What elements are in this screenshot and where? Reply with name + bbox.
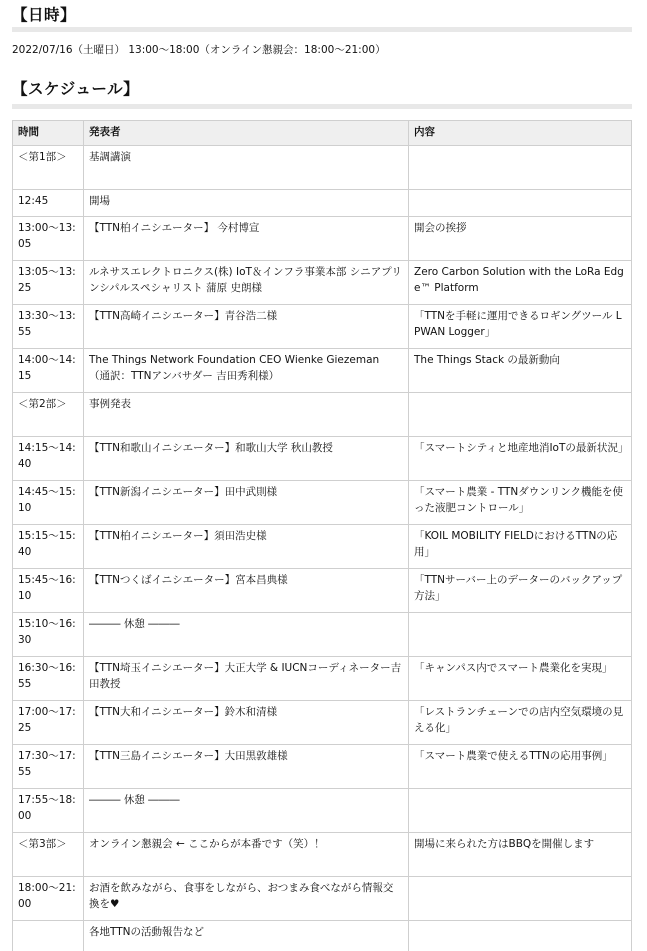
cell-time: ＜第1部＞: [13, 146, 84, 190]
cell-speaker: 【TTN柏イニシエーター】須田浩史様: [84, 525, 409, 569]
cell-speaker: 【TTN和歌山イニシエーター】和歌山大学 秋山教授: [84, 437, 409, 481]
schedule-heading: 【スケジュール】: [12, 80, 140, 98]
cell-time: 16:30～16:55: [13, 657, 84, 701]
cell-time: 13:05～13:25: [13, 261, 84, 305]
cell-speaker: ――― 休憩 ―――: [84, 613, 409, 657]
cell-time: 13:00～13:05: [13, 217, 84, 261]
column-header-time: 時間: [13, 121, 84, 146]
cell-content: [409, 613, 632, 657]
cell-time: 13:30～13:55: [13, 305, 84, 349]
cell-speaker: 【TTN三島イニシエーター】大田黒敦雄様: [84, 745, 409, 789]
cell-time: 17:00～17:25: [13, 701, 84, 745]
table-row: [13, 745, 632, 789]
cell-content: 「スマートシティと地産地消IoTの最新状況」: [409, 437, 632, 481]
cell-content: [409, 393, 632, 437]
cell-speaker: 【TTN埼玉イニシエーター】大正大学 & IUCNコーディネーター吉田教授: [84, 657, 409, 701]
cell-content: 開場に来られた方はBBQを開催します: [409, 833, 632, 877]
cell-speaker: ――― 休憩 ―――: [84, 789, 409, 833]
cell-content: [409, 877, 632, 921]
cell-content: [409, 146, 632, 190]
cell-time: [13, 921, 84, 951]
cell-speaker: 【TTNつくばイニシエーター】宮本昌典様: [84, 569, 409, 613]
table-row: [13, 437, 632, 481]
table-row: [13, 569, 632, 613]
cell-content: The Things Stack の最新動向: [409, 349, 632, 393]
cell-content: 「KOIL MOBILITY FIELDにおけるTTNの応用」: [409, 525, 632, 569]
cell-speaker: お酒を飲みながら、食事をしながら、おつまみ食べながら情報交換を♥: [84, 877, 409, 921]
column-header-speaker: 発表者: [84, 121, 409, 146]
cell-speaker: 各地TTNの活動報告など: [84, 921, 409, 951]
cell-content: 「スマート農業 - TTNダウンリンク機能を使った液肥コントロール」: [409, 481, 632, 525]
table-row: [13, 261, 632, 305]
cell-speaker: 開場: [84, 190, 409, 217]
divider: [12, 27, 632, 32]
cell-speaker: 基調講演: [84, 146, 409, 190]
cell-content: 「キャンパス内でスマート農業化を実現」: [409, 657, 632, 701]
cell-content: 「レストランチェーンでの店内空気環境の見える化」: [409, 701, 632, 745]
cell-speaker: 【TTN大和イニシエーター】鈴木和清様: [84, 701, 409, 745]
cell-time: 12:45: [13, 190, 84, 217]
table-row: [13, 305, 632, 349]
cell-time: 14:15～14:40: [13, 437, 84, 481]
cell-speaker: 事例発表: [84, 393, 409, 437]
cell-speaker: The Things Network Foundation CEO Wienke Giezeman （通訳：TTNアンバサダー 吉田秀利様）: [84, 349, 409, 393]
cell-time: 17:30～17:55: [13, 745, 84, 789]
table-row: [13, 613, 632, 657]
cell-content: 「スマート農業で使えるTTNの応用事例」: [409, 745, 632, 789]
cell-time: 17:55～18:00: [13, 789, 84, 833]
table-row: [13, 190, 632, 217]
divider: [12, 104, 632, 109]
table-row: [13, 146, 632, 190]
cell-content: 「TTNを手軽に運用できるロギングツール LPWAN Logger」: [409, 305, 632, 349]
cell-content: [409, 789, 632, 833]
cell-time: 14:00～14:15: [13, 349, 84, 393]
cell-time: 15:10～16:30: [13, 613, 84, 657]
table-row: [13, 217, 632, 261]
cell-speaker: 【TTN新潟イニシエーター】田中武則様: [84, 481, 409, 525]
table-row: [13, 525, 632, 569]
cell-time: ＜第3部＞: [13, 833, 84, 877]
table-row: [13, 833, 632, 877]
cell-speaker: オンライン懇親会 ← ここからが本番です（笑）！: [84, 833, 409, 877]
cell-speaker: 【TTN高崎イニシエーター】青谷浩二様: [84, 305, 409, 349]
table-row: [13, 481, 632, 525]
cell-time: 18:00～21:00: [13, 877, 84, 921]
cell-speaker: ルネサスエレクトロニクス(株) IoT＆インフラ事業本部 シニアプリンシパルスペシャリスト 蒲原 史朗様: [84, 261, 409, 305]
table-row: [13, 921, 632, 951]
cell-speaker: 【TTN柏イニシエーター】 今村博宣: [84, 217, 409, 261]
cell-content: [409, 921, 632, 951]
table-row: [13, 877, 632, 921]
schedule-table: [12, 120, 632, 951]
datetime-heading: 【日時】: [12, 6, 77, 24]
cell-content: [409, 190, 632, 217]
cell-time: 15:45～16:10: [13, 569, 84, 613]
table-row: [13, 789, 632, 833]
cell-time: 14:45～15:10: [13, 481, 84, 525]
table-row: [13, 657, 632, 701]
cell-content: 「TTNサーバー上のデーターのバックアップ方法」: [409, 569, 632, 613]
cell-content: 開会の挨拶: [409, 217, 632, 261]
column-header-content: 内容: [409, 121, 632, 146]
cell-content: Zero Carbon Solution with the LoRa Edge™ Platform: [409, 261, 632, 305]
table-row: [13, 701, 632, 745]
cell-time: 15:15～15:40: [13, 525, 84, 569]
cell-time: ＜第2部＞: [13, 393, 84, 437]
table-row: [13, 393, 632, 437]
table-row: [13, 349, 632, 393]
table-header-row: [13, 121, 632, 146]
event-datetime: 2022/07/16（土曜日） 13:00～18:00（オンライン懇親会：18:00～21:00）: [12, 44, 386, 56]
